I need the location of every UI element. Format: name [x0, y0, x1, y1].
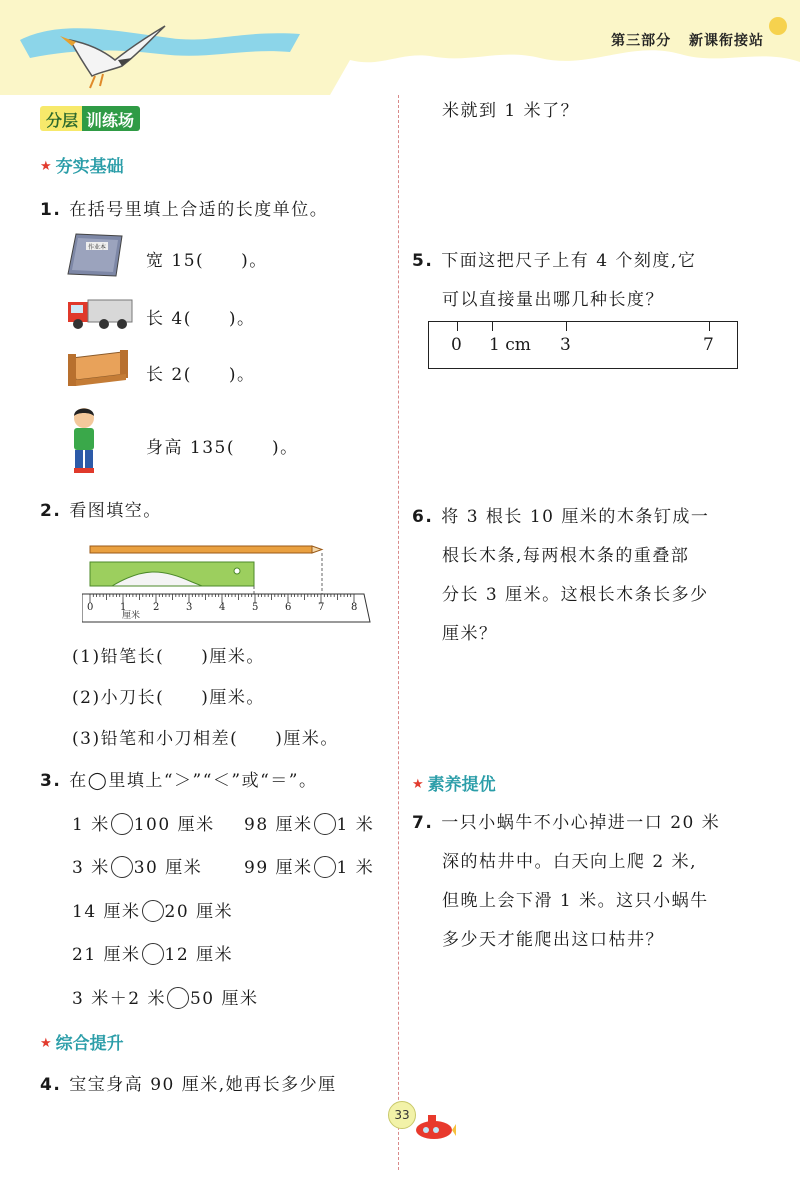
q5-ruler-label: 7 — [703, 335, 714, 355]
q5-ruler-label: 1 cm — [489, 335, 531, 355]
compare-circle[interactable] — [111, 813, 133, 835]
page-number: 33 — [388, 1101, 416, 1129]
question-7-line2: 深的枯井中。白天向上爬 2 米, — [442, 852, 698, 872]
notebook-label: 作业本 — [88, 244, 107, 251]
ruler-tick-label: 5 — [252, 602, 259, 613]
bed-icon — [66, 348, 130, 390]
compare-circle[interactable] — [111, 856, 133, 878]
star-icon: ★ — [40, 1036, 52, 1051]
q2-blank-2: (2)小刀长( )厘米。 — [72, 688, 265, 708]
q2-blank-1: (1)铅笔长( )厘米。 — [72, 647, 265, 667]
compare-row: 3 米＋2 米 50 厘米 — [72, 989, 259, 1009]
q1-item-2: 长 4( )。 — [146, 309, 256, 329]
section-heading-improve: ★ 综合提升 — [40, 1034, 124, 1054]
star-icon: ★ — [412, 777, 424, 792]
compare-circle[interactable] — [142, 943, 164, 965]
compare-row: 14 厘米 20 厘米 — [72, 902, 234, 922]
truck-icon — [66, 296, 134, 332]
question-3: 3. 在◯里填上“＞”“＜”或“＝”。 — [40, 771, 318, 791]
compare-row: 1 米 100 厘米 — [72, 815, 215, 835]
question-4: 4. 宝宝身高 90 厘米,她再长多少厘 — [40, 1075, 337, 1095]
q2-blank-3: (3)铅笔和小刀相差( )厘米。 — [72, 729, 339, 749]
header-part: 第三部分 — [611, 33, 672, 49]
q5-ruler-label: 3 — [560, 335, 571, 355]
ruler-tick-label: 3 — [186, 602, 193, 613]
column-divider — [398, 95, 399, 1170]
star-icon: ★ — [40, 159, 52, 174]
ruler-tick-label: 6 — [285, 602, 292, 613]
question-6-line3: 分长 3 厘米。这根长木条长多少 — [442, 585, 709, 605]
q5-ruler — [428, 321, 738, 369]
question-5-line2: 可以直接量出哪几种长度？ — [442, 290, 664, 310]
section-heading-basic: ★ 夯实基础 — [40, 157, 124, 177]
question-6: 6. 将 3 根长 10 厘米的木条钉成一 — [412, 507, 710, 527]
section-heading-excel: ★ 素养提优 — [412, 775, 496, 795]
ruler-tick-label: 0 — [87, 602, 94, 613]
question-4-cont: 米就到 1 米了？ — [442, 101, 580, 121]
compare-row: 3 米 30 厘米 — [72, 858, 203, 878]
compare-row: 21 厘米 12 厘米 — [72, 945, 234, 965]
question-6-line2: 根长木条,每两根木条的重叠部 — [442, 546, 690, 566]
question-6-line4: 厘米？ — [442, 624, 498, 644]
page-header — [0, 0, 800, 95]
q5-ruler-label: 0 — [451, 335, 462, 355]
section-badge — [40, 106, 140, 131]
compare-circle[interactable] — [314, 856, 336, 878]
ruler-tick-label: 8 — [351, 602, 358, 613]
badge-part2: 训练场 — [82, 106, 140, 131]
question-1: 1. 在括号里填上合适的长度单位。 — [40, 200, 329, 220]
badge-part1: 分层 — [40, 106, 82, 131]
boy-icon — [66, 406, 102, 476]
compare-row: 98 厘米 1 米 — [244, 815, 375, 835]
submarine-icon — [412, 1110, 456, 1142]
compare-circle[interactable] — [142, 900, 164, 922]
question-5: 5. 下面这把尺子上有 4 个刻度,它 — [412, 251, 697, 271]
header-title: 新课衔接站 — [689, 33, 764, 49]
question-2: 2. 看图填空。 — [40, 501, 162, 521]
pencil-knife-ruler-figure — [82, 538, 372, 628]
ruler-tick-label: 2 — [153, 602, 160, 613]
pencil — [90, 546, 312, 553]
ruler-tick-label: 1 — [120, 602, 127, 613]
q1-item-1: 宽 15( )。 — [146, 251, 268, 271]
compare-row: 99 厘米 1 米 — [244, 858, 375, 878]
question-7: 7. 一只小蜗牛不小心掉进一口 20 米 — [412, 813, 721, 833]
question-7-line4: 多少天才能爬出这口枯井？ — [442, 930, 664, 950]
question-7-line3: 但晚上会下滑 1 米。这只小蜗牛 — [442, 891, 709, 911]
compare-circle[interactable] — [314, 813, 336, 835]
ruler — [82, 594, 370, 622]
q1-item-4: 身高 135( )。 — [146, 438, 299, 458]
ruler-unit: 厘米 — [122, 611, 141, 621]
ruler-tick-label: 4 — [219, 602, 226, 613]
notebook-icon — [66, 232, 124, 278]
ruler-tick-label: 7 — [318, 602, 325, 613]
q1-item-3: 长 2( )。 — [146, 365, 256, 385]
compare-circle[interactable] — [167, 987, 189, 1009]
